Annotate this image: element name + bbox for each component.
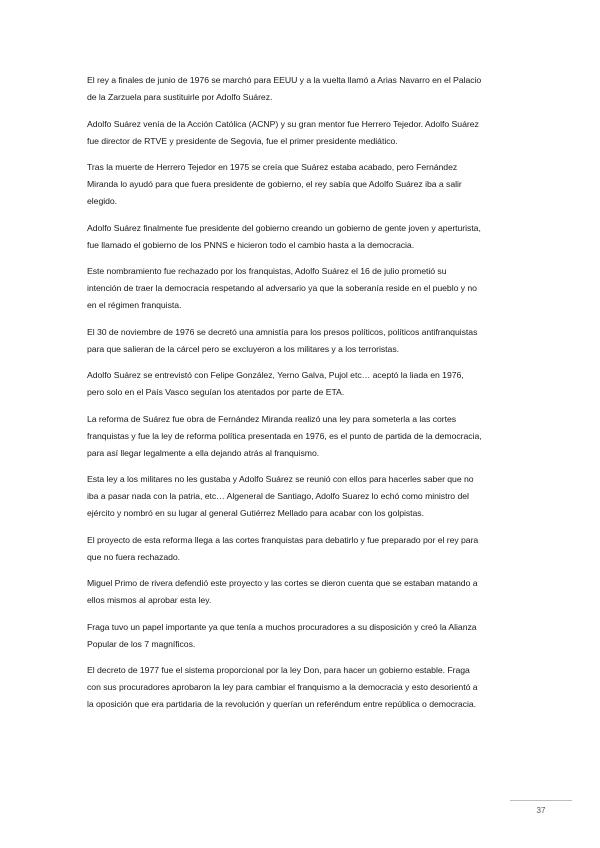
paragraph: El decreto de 1977 fue el sistema proporcional por la ley Don, para hacer un gobierno estable. Fraga con sus procuradores aprobaron la ley para cambiar el franquismo a la democracia y esto desorientó a la oposición que era partidaria de la revolución y querían un referéndum entre república o democracia. (87, 665, 478, 709)
page-number: 37 (536, 806, 546, 815)
footer-divider (510, 800, 572, 801)
paragraph: Adolfo Suárez finalmente fue presidente del gobierno creando un gobierno de gente joven y aperturista, fue llamado el gobierno de los PNNS e hicieron todo el cambio hasta a la democracia. (87, 222, 481, 250)
paragraph: El rey a finales de junio de 1976 se marchó para EEUU y a la vuelta llamó a Arias Navarro en el Palacio de la Zarzuela para sustituirle por Adolfo Suárez. (87, 75, 482, 102)
paragraph: La reforma de Suárez fue obra de Fernández Miranda realizó una ley para someterla a las cortes franquistas y fue la ley de reforma política presentada en 1976, es el punto de partida de la democracia, para así llegar legalmente a ella dejando atrás al franquismo. (87, 413, 482, 458)
paragraph: Adolfo Suárez venía de la Acción Católica (ACNP) y su gran mentor fue Herrero Tejedor. Adolfo Suárez fue director de RTVE y presidente de Segovia, fue el primer presidente mediático. (87, 118, 479, 146)
paragraph: Miguel Primo de rivera defendió este proyecto y las cortes se dieron cuenta que se estaban matando a ellos mismos al aprobar esta ley. (87, 578, 478, 605)
paragraph: Fraga tuvo un papel importante ya que tenía a muchos procuradores a su disposición y creó la Alianza Popular de los 7 magníficos. (87, 621, 477, 649)
paragraph: El 30 de noviembre de 1976 se decretó una amnistía para los presos políticos, políticos antifranquistas para que salieran de la cárcel pero se excluyeron a los militares y a los terroristas. (87, 326, 478, 354)
paragraph: Adolfo Suárez se entrevistó con Felipe González, Yerno Galva, Pujol etc… aceptó la liada en 1976, pero solo en el País Vasco seguían los atentados por parte de ETA. (87, 370, 464, 397)
document-body (87, 72, 482, 723)
paragraph: Este nombramiento fue rechazado por los franquistas, Adolfo Suárez el 16 de julio prometió su intención de traer la democracia respetando al adversario ya que la soberanía reside en el pueblo y no en el régimen franquista. (87, 266, 477, 310)
paragraph: Esta ley a los militares no les gustaba y Adolfo Suárez se reunió con ellos para hacerles saber que no iba a pasar nada con la patria, etc… Algeneral de Santiago, Adolfo Suarez lo echó como ministro del ejército y nombró en su lugar al general Gutiérrez Mellado para acabar con los golpistas. (87, 474, 474, 518)
paragraph: El proyecto de esta reforma llega a las cortes franquistas para debatirlo y fue preparado por el rey para que no fuera rechazado. (87, 534, 479, 562)
paragraph: Tras la muerte de Herrero Tejedor en 1975 se creía que Suárez estaba acabado, pero Fernández Miranda lo ayudó para que fuera presidente de gobierno, el rey sabía que Adolfo Suárez iba a salir elegido. (87, 162, 462, 206)
